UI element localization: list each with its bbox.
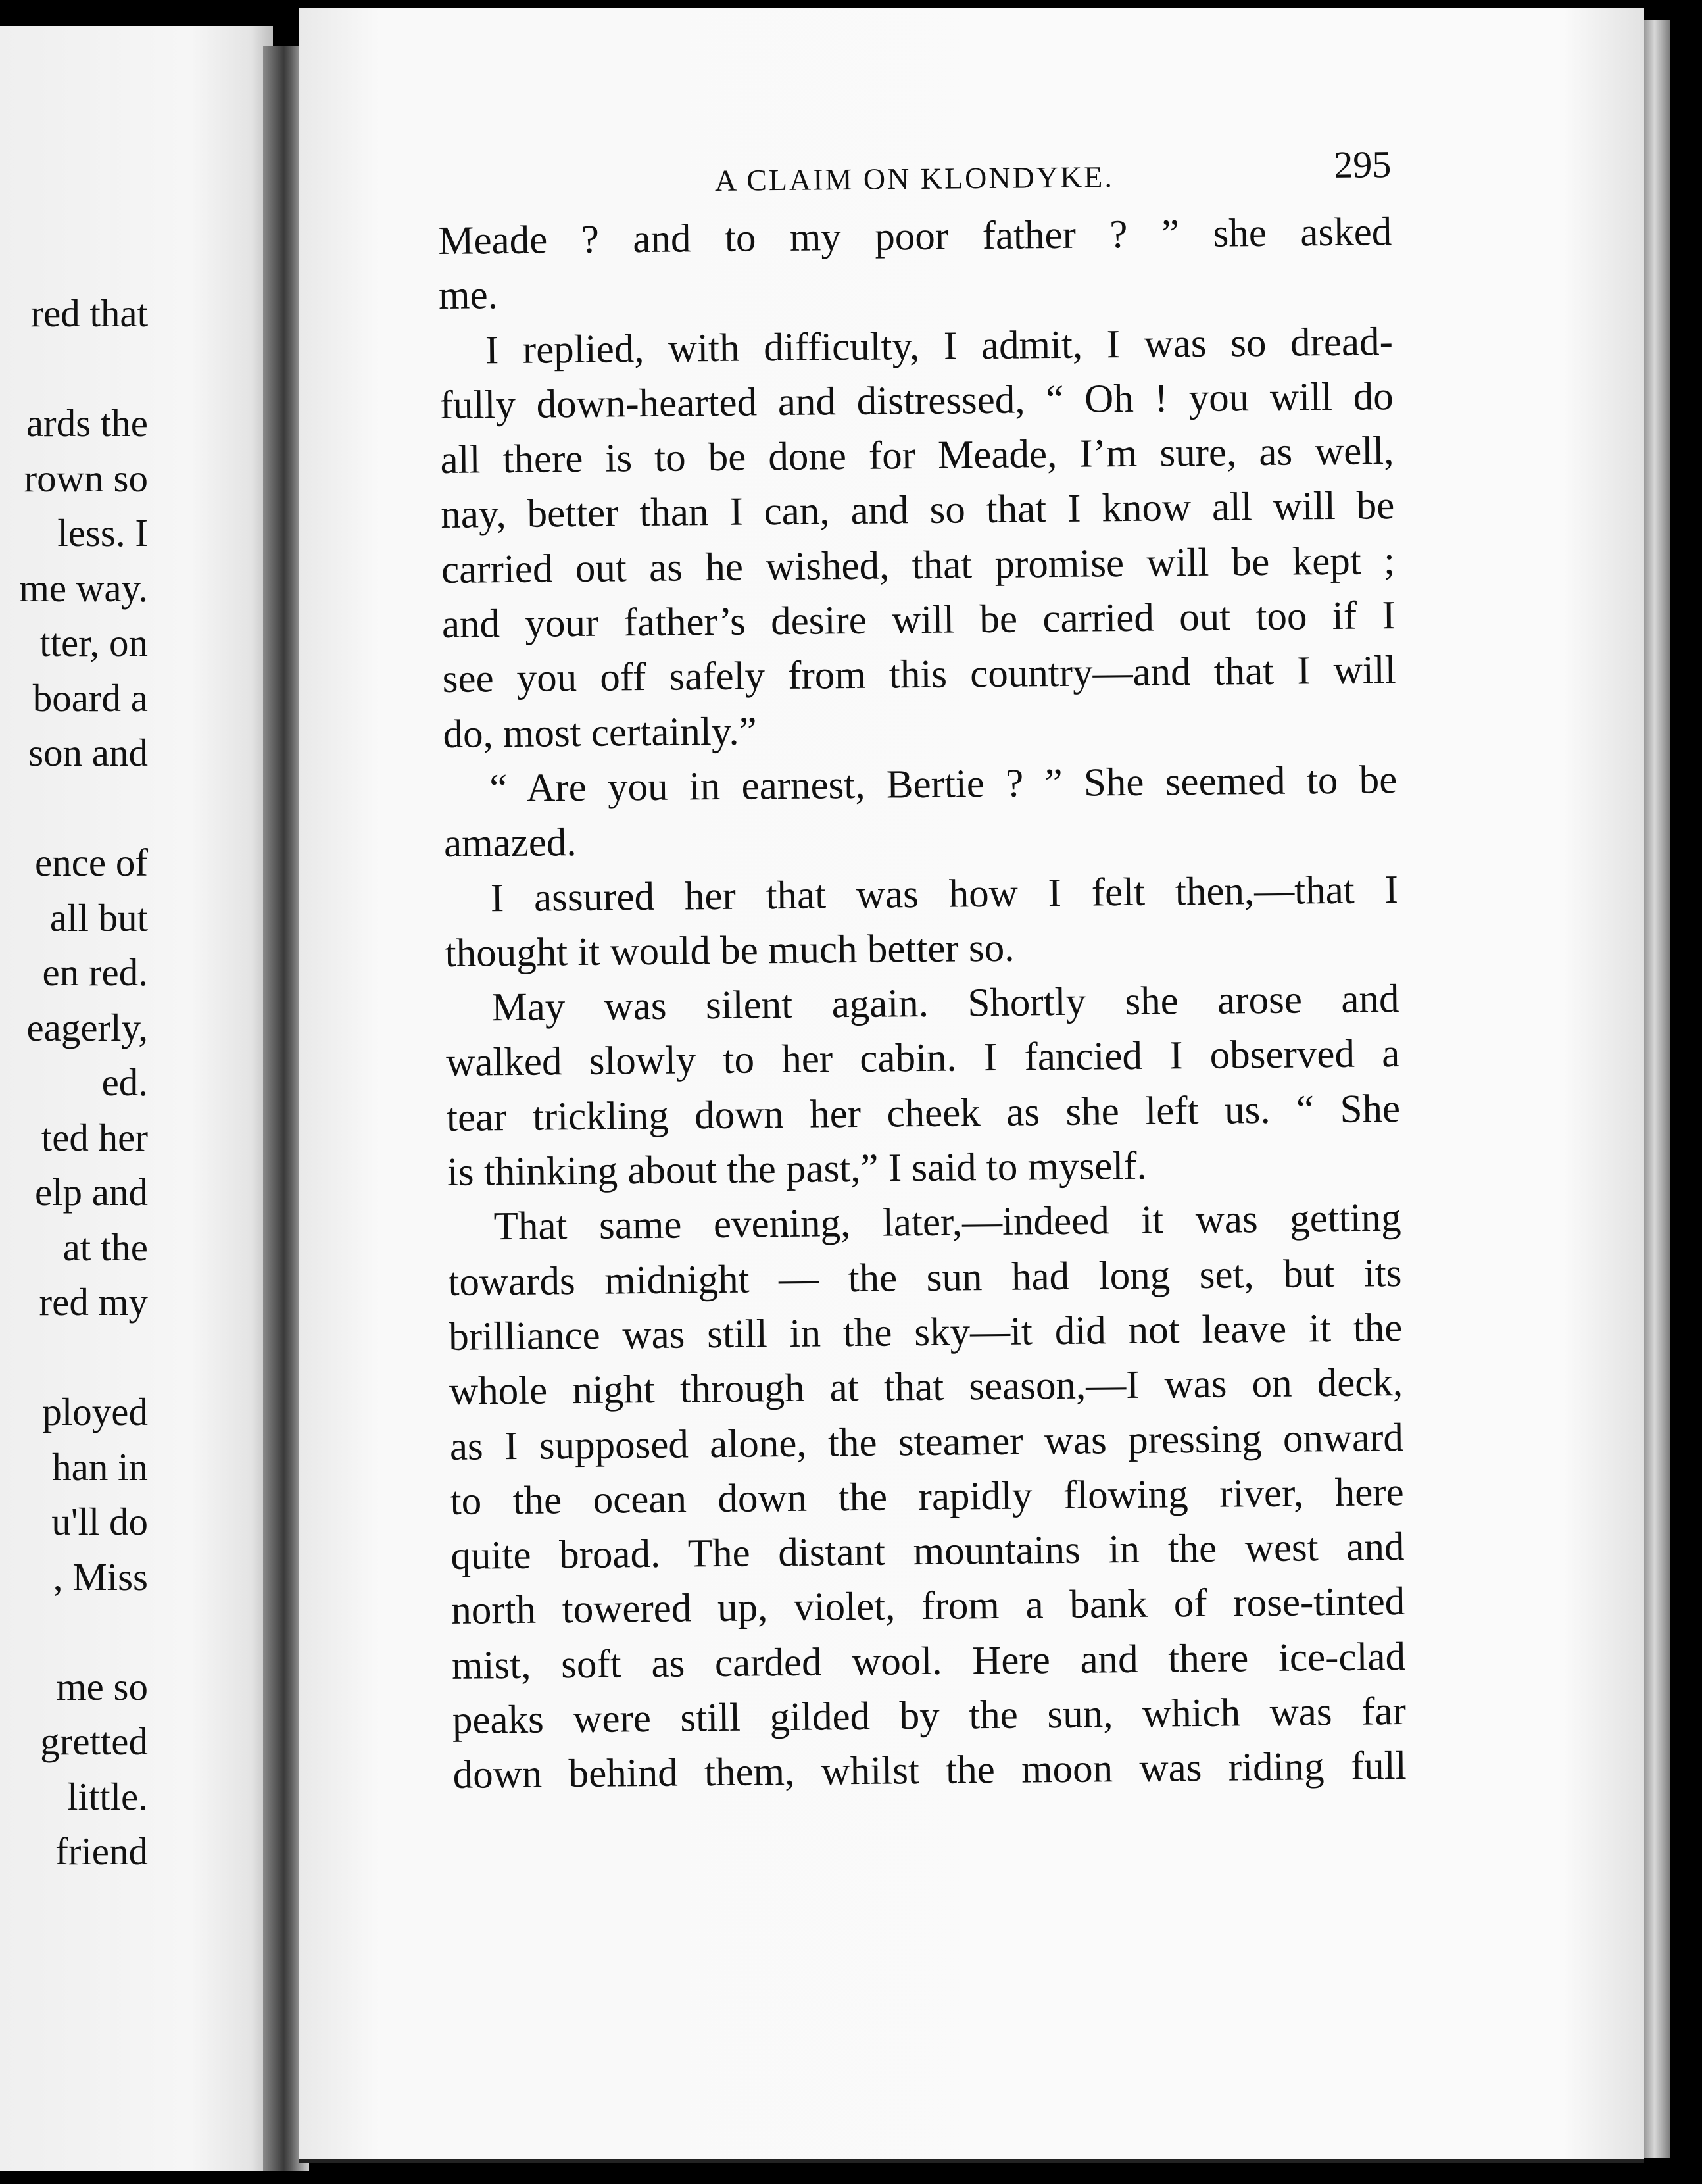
body-text	[438, 205, 1407, 1802]
left-page-line: rown so	[24, 456, 148, 500]
left-page-line: red my	[39, 1280, 148, 1324]
left-page-line: u'll do	[51, 1500, 148, 1543]
left-page-line: han in	[52, 1445, 148, 1489]
text-line: towards midnight — the sun had long set, but its	[448, 1251, 1402, 1304]
left-page	[0, 26, 273, 2171]
page-header	[437, 142, 1392, 214]
text-line: down behind them, whilst the moon was riding full	[452, 1744, 1407, 1798]
left-page-line	[0, 1330, 148, 1385]
text-line: “ Are you in earnest, Bertie ? ” She seemed to be	[489, 758, 1398, 811]
text-line: amazed.	[443, 820, 577, 866]
text-line: to the ocean down the rapidly flowing river, here	[450, 1470, 1404, 1524]
text-line: all there is to be done for Meade, I’m sure, as well,	[440, 429, 1394, 483]
left-page-line: red that	[30, 291, 148, 335]
text-line: carried out as he wished, that promise will be kept ;	[441, 538, 1396, 592]
left-page-line: ence of	[35, 841, 148, 884]
page-number: 295	[1333, 143, 1392, 186]
text-line: That same evening, later,—indeed it was getting	[493, 1196, 1401, 1249]
left-page-line: tter, on	[39, 621, 148, 664]
left-page-line: ted her	[41, 1115, 148, 1159]
left-page-line: elp and	[34, 1170, 148, 1214]
text-line: whole night through at that season,—I was on deck,	[449, 1360, 1403, 1414]
left-page-line: at the	[62, 1225, 148, 1269]
text-line: north towered up, violet, from a bank of rose-tinted	[450, 1579, 1405, 1633]
left-page-line: ards the	[26, 401, 148, 445]
left-page-line: little.	[67, 1774, 148, 1818]
text-line: thought it would be much better so.	[445, 926, 1015, 976]
page-edge	[1644, 20, 1670, 2158]
left-page-line: son and	[28, 731, 148, 774]
left-page-line: en red.	[42, 951, 148, 994]
text-line: walked slowly to her cabin. I fancied I observed a	[445, 1031, 1400, 1085]
left-page-line	[0, 341, 148, 397]
text-line: fully down-hearted and distressed, “ Oh ! you will do	[439, 374, 1394, 428]
text-line: as I supposed alone, the steamer was pressing onward	[449, 1415, 1404, 1469]
text-line: quite broad. The distant mountains in the west and	[450, 1525, 1405, 1579]
left-page-line: eagerly,	[26, 1005, 148, 1049]
text-line: nay, better than I can, and so that I know all will be	[440, 484, 1395, 537]
left-page-line	[0, 1604, 148, 1660]
text-line: I replied, with difficulty, I admit, I was so dread-	[485, 319, 1394, 372]
left-page-line: me way.	[18, 566, 148, 610]
text-line: is thinking about the past,” I said to myself.	[447, 1143, 1148, 1195]
left-page-text	[0, 286, 148, 1879]
running-head: A CLAIM ON KLONDYKE.	[714, 160, 1115, 197]
text-line: and your father’s desire will be carried out too if I	[441, 593, 1396, 647]
text-line: mist, soft as carded wool. Here and there ice-clad	[451, 1634, 1406, 1688]
text-line: I assured her that was how I felt then,—that I	[490, 867, 1399, 920]
text-line: May was silent again. Shortly she arose and	[491, 977, 1399, 1030]
text-line: see you off safely from this country—and that I will	[442, 648, 1396, 702]
left-page-line	[0, 781, 148, 836]
text-line: Meade ? and to my poor father ? ” she asked	[437, 210, 1392, 263]
page-text-block	[437, 142, 1407, 1802]
text-line: tear trickling down her cheek as she left us. “ She	[446, 1086, 1401, 1140]
text-line: peaks were still gilded by the sun, which was far	[452, 1689, 1407, 1743]
left-page-line: ployed	[42, 1390, 148, 1433]
text-line: brilliance was still in the sky—it did not leave it the	[448, 1305, 1403, 1359]
text-line: do, most certainly.”	[443, 709, 757, 757]
left-page-line: all but	[49, 895, 148, 939]
left-page-line: gretted	[40, 1720, 148, 1763]
left-page-line: , Miss	[53, 1554, 148, 1599]
left-page-line: ed.	[101, 1060, 148, 1104]
left-page-line: friend	[55, 1829, 148, 1873]
left-page-line: me so	[56, 1664, 148, 1708]
left-page-line: board a	[32, 676, 148, 720]
left-page-line: less. I	[57, 511, 148, 555]
text-line: me.	[438, 273, 498, 318]
